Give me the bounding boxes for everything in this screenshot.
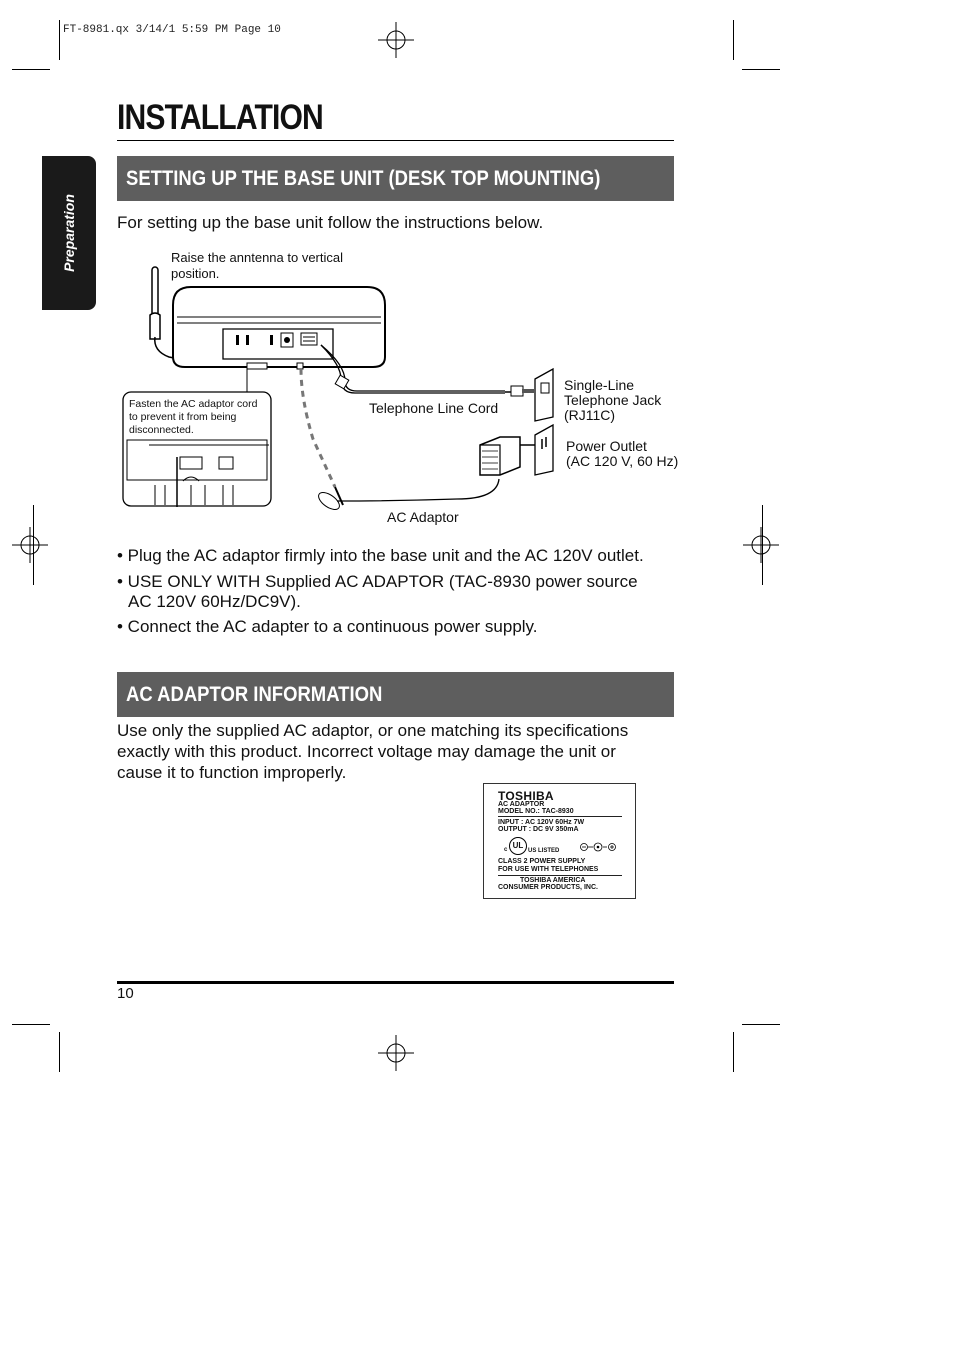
adaptor-info-line: cause it to function improperly. [117, 763, 347, 782]
section-heading-adaptor-info-text: AC ADAPTOR INFORMATION [126, 683, 383, 706]
registration-mark-icon [743, 527, 779, 563]
telephone-cord-label: Telephone Line Cord [369, 400, 499, 416]
section-heading-setup [117, 156, 674, 201]
registration-mark-icon [12, 527, 48, 563]
phone-jack-label-line: (RJ11C) [564, 407, 616, 423]
rating-label-maker: CONSUMER PRODUCTS, INC. [498, 884, 598, 891]
section-heading-setup-text: SETTING UP THE BASE UNIT (DESK TOP MOUNTING) [126, 167, 601, 190]
crop-mark [733, 1032, 734, 1072]
ac-adaptor-label: AC Adaptor [387, 509, 459, 525]
crop-mark [12, 69, 50, 70]
registration-mark-icon [378, 1035, 414, 1071]
crop-mark [742, 1024, 780, 1025]
bullet-use-only [117, 572, 677, 612]
section-heading-adaptor-info [117, 672, 674, 717]
fasten-callout-line: to prevent it from being [129, 411, 237, 423]
crop-mark [742, 69, 780, 70]
bullet-plug-adaptor: • Plug the AC adaptor firmly into the base unit and the AC 120V outlet. [117, 546, 644, 565]
crop-mark [33, 505, 34, 585]
setup-intro: For setting up the base unit follow the instructions below. [117, 213, 544, 232]
ul-listed-text: US LISTED [528, 848, 560, 854]
rating-label-divider [498, 816, 622, 817]
fasten-callout [129, 398, 257, 437]
phone-jack-label-line: Telephone Jack [564, 392, 662, 408]
antenna-callout-line: position. [171, 266, 220, 281]
rating-label-output: OUTPUT : DC 9V 350mA [498, 826, 579, 833]
ul-c-mark: c [504, 847, 508, 853]
rating-label-model: MODEL NO.: TAC-8930 [498, 808, 574, 815]
section-tab [42, 156, 96, 310]
adaptor-info-paragraph [117, 720, 628, 783]
power-outlet-label-line: Power Outlet [566, 438, 647, 454]
section-tab-label: Preparation [61, 194, 77, 272]
power-outlet-label [566, 439, 678, 469]
rating-label-use: FOR USE WITH TELEPHONES [498, 866, 599, 873]
bullet-use-only-line: AC 120V 60Hz/DC9V). [128, 592, 301, 611]
print-slug: FT-8981.qx 3/14/1 5:59 PM Page 10 [63, 24, 281, 36]
footer-rule [117, 981, 674, 984]
title-underline [117, 140, 674, 141]
antenna-callout-line: Raise the anntenna to vertical [171, 250, 343, 265]
crop-mark [59, 1032, 60, 1072]
rating-label-maker: TOSHIBA AMERICA [520, 877, 586, 884]
adaptor-rating-label [483, 783, 636, 899]
antenna-callout [171, 250, 343, 282]
crop-mark [59, 20, 60, 60]
ul-mark-text: UL [512, 841, 524, 850]
fasten-callout-line: Fasten the AC adaptor cord [129, 398, 258, 410]
rating-label-input: INPUT : AC 120V 60Hz 7W [498, 819, 585, 826]
rating-label-brand: TOSHIBA [498, 789, 554, 803]
polarity-symbol-icon [579, 842, 617, 852]
phone-jack-label-line: Single-Line [564, 377, 635, 393]
fasten-callout-line: disconnected. [129, 424, 194, 436]
rating-label-type: AC ADAPTOR [498, 801, 545, 808]
rating-label-class: CLASS 2 POWER SUPPLY [498, 858, 586, 865]
rating-label-divider [498, 875, 622, 876]
bullet-continuous-power: • Connect the AC adapter to a continuous power supply. [117, 617, 538, 636]
phone-jack-label [564, 378, 661, 423]
page-number: 10 [117, 985, 134, 1002]
adaptor-info-line: Use only the supplied AC adaptor, or one matching its specifications [117, 721, 629, 740]
crop-mark [762, 505, 763, 585]
page-title: INSTALLATION [117, 98, 323, 137]
ul-listed-icon [509, 837, 527, 855]
bullet-use-only-line: • USE ONLY WITH Supplied AC ADAPTOR (TAC-8930 power source [117, 572, 638, 591]
crop-mark [733, 20, 734, 60]
registration-mark-icon [378, 22, 414, 58]
power-outlet-label-line: (AC 120 V, 60 Hz) [566, 453, 679, 469]
adaptor-info-line: exactly with this product. Incorrect voltage may damage the unit or [117, 742, 616, 761]
crop-mark [12, 1024, 50, 1025]
